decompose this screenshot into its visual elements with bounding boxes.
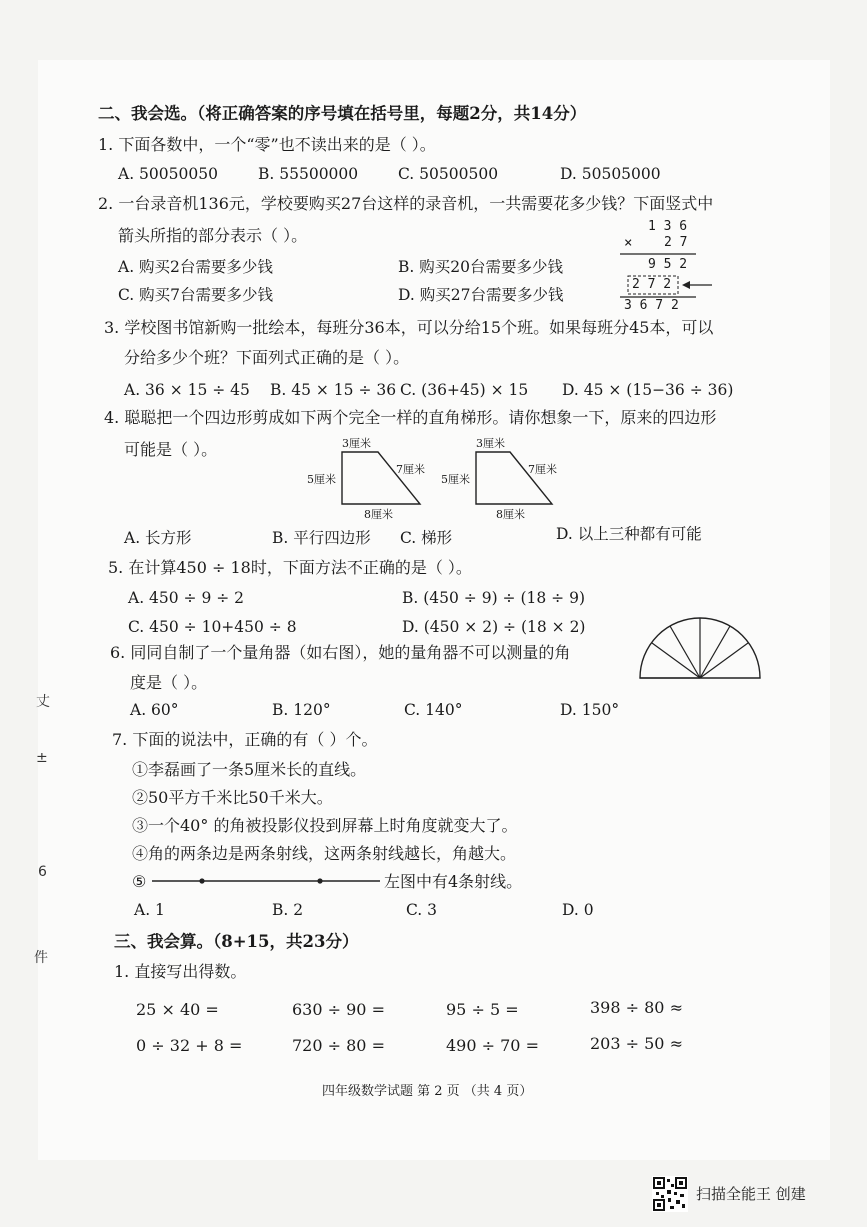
- q6-stem-line1: 6. 同同自制了一个量角器（如右图），她的量角器不可以测量的角: [110, 643, 571, 662]
- q7-option-d[interactable]: D. 0: [562, 901, 594, 919]
- q2-option-b[interactable]: B. 购买20台需要多少钱: [398, 258, 563, 276]
- q7-option-c[interactable]: C. 3: [406, 901, 438, 919]
- q5-option-a[interactable]: A. 450 ÷ 9 ÷ 2: [128, 589, 245, 607]
- q4-option-d[interactable]: D. 以上三种都有可能: [556, 525, 702, 543]
- q5-option-c[interactable]: C. 450 ÷ 10+450 ÷ 8: [128, 618, 297, 636]
- q3-option-c[interactable]: C. (36+45) × 15: [400, 381, 529, 399]
- calc-r1-c1: 25 × 40 =: [136, 1000, 219, 1019]
- q1-stem: 1. 下面各数中，一个“零”也不读出来的是（ ）。: [98, 135, 436, 154]
- q3-option-a[interactable]: A. 36 × 15 ÷ 45: [124, 381, 250, 399]
- q1-option-c[interactable]: C. 50500500: [398, 165, 499, 183]
- qr-code-icon: [652, 1176, 688, 1212]
- q7-statement-1: ①李磊画了一条5厘米长的直线。: [132, 760, 367, 779]
- q7-statement-3: ③一个40° 的角被投影仪投到屏幕上时角度就变大了。: [132, 816, 518, 835]
- edge-mark-1: 丈: [36, 694, 50, 710]
- q4-stem-line2: 可能是（ ）。: [124, 440, 218, 459]
- trap2-left-label: 5厘米: [441, 473, 470, 486]
- section2-title: 二、我会选。（将正确答案的序号填在括号里，每题2分，共14分）: [98, 104, 587, 123]
- trap2-slant-label: 7厘米: [528, 463, 557, 476]
- calc-r1-c4: 398 ÷ 80 ≈: [590, 998, 683, 1017]
- q6-stem-line2: 度是（ ）。: [130, 673, 208, 692]
- trap1-top-label: 3厘米: [342, 437, 371, 450]
- q5-option-b[interactable]: B. (450 ÷ 9) ÷ (18 ÷ 9): [402, 589, 585, 607]
- calc-times-sign: ×: [624, 235, 633, 251]
- q3-stem-line2: 分给多少个班？下面列式正确的是（ ）。: [124, 348, 410, 367]
- q1-option-d[interactable]: D. 50505000: [560, 165, 661, 183]
- q5-stem: 5. 在计算450 ÷ 18时，下面方法不正确的是（ ）。: [108, 558, 472, 577]
- q6-option-d[interactable]: D. 150°: [560, 701, 620, 719]
- calc-r1-c3: 95 ÷ 5 =: [446, 1000, 519, 1019]
- calc-line5: 3 6 7 2: [624, 298, 679, 313]
- q4-option-c[interactable]: C. 梯形: [400, 529, 453, 547]
- q3-option-d[interactable]: D. 45 × (15−36 ÷ 36): [562, 381, 734, 399]
- edge-mark-4: 件: [34, 950, 48, 966]
- calc-line1: 1 3 6: [648, 219, 688, 234]
- q4-option-b[interactable]: B. 平行四边形: [272, 529, 371, 547]
- q6-option-a[interactable]: A. 60°: [130, 701, 179, 719]
- scanner-watermark: 扫描全能王 创建: [696, 1185, 806, 1203]
- trap1-bottom-label: 8厘米: [364, 508, 393, 521]
- calc-line2: 2 7: [664, 235, 688, 250]
- q4-option-a[interactable]: A. 长方形: [124, 529, 192, 547]
- trap1-left-label: 5厘米: [307, 473, 336, 486]
- q2-option-c[interactable]: C. 购买7台需要多少钱: [118, 286, 274, 304]
- edge-mark-3: 6: [38, 864, 47, 880]
- q7-statement-2: ②50平方千米比50千米大。: [132, 788, 333, 807]
- q7-statement-5-suffix: 左图中有4条射线。: [384, 872, 523, 891]
- trap2-top-label: 3厘米: [476, 437, 505, 450]
- q3-stem-line1: 3. 学校图书馆新购一批绘本，每班分36本，可以分给15个班。如果每班分45本，可以: [104, 318, 714, 337]
- q2-option-a[interactable]: A. 购买2台需要多少钱: [118, 258, 273, 276]
- section3-sub1: 1. 直接写出得数。: [114, 962, 247, 981]
- q6-option-b[interactable]: B. 120°: [272, 701, 331, 719]
- q2-stem-line1: 2. 一台录音机136元，学校要购买27台这样的录音机，一共需要花多少钱？下面竖式中: [98, 194, 714, 213]
- q7-stem: 7. 下面的说法中，正确的有（ ）个。: [112, 730, 378, 749]
- q6-option-c[interactable]: C. 140°: [404, 701, 463, 719]
- trap2-bottom-label: 8厘米: [496, 508, 525, 521]
- edge-mark-2: ±: [36, 750, 48, 766]
- q5-option-d[interactable]: D. (450 × 2) ÷ (18 × 2): [402, 618, 586, 636]
- q7-statement-4: ④角的两条边是两条射线，这两条射线越长，角越大。: [132, 844, 517, 863]
- q2-stem-line2: 箭头所指的部分表示（ ）。: [118, 226, 308, 245]
- calc-line4: 2 7 2: [632, 277, 672, 292]
- q7-option-a[interactable]: A. 1: [134, 901, 165, 919]
- calc-line3: 9 5 2: [648, 257, 688, 272]
- q7-option-b[interactable]: B. 2: [272, 901, 304, 919]
- q1-option-a[interactable]: A. 50050050: [118, 165, 218, 183]
- q3-option-b[interactable]: B. 45 × 15 ÷ 36: [270, 381, 397, 399]
- section3-title: 三、我会算。（8+15，共23分）: [114, 932, 359, 951]
- calc-r1-c2: 630 ÷ 90 =: [292, 1000, 385, 1019]
- page-footer: 四年级数学试题 第 2 页 （共 4 页）: [322, 1084, 533, 1099]
- q4-stem-line1: 4. 聪聪把一个四边形剪成如下两个完全一样的直角梯形。请你想象一下，原来的四边形: [104, 408, 717, 427]
- trap1-slant-label: 7厘米: [396, 463, 425, 476]
- q2-option-d[interactable]: D. 购买27台需要多少钱: [398, 286, 564, 304]
- calc-r2-c3: 490 ÷ 70 =: [446, 1036, 539, 1055]
- q1-option-b[interactable]: B. 55500000: [258, 165, 359, 183]
- calc-r2-c2: 720 ÷ 80 =: [292, 1036, 385, 1055]
- calc-r2-c1: 0 ÷ 32 + 8 =: [136, 1036, 243, 1055]
- q7-statement-5-prefix: ⑤: [132, 872, 147, 891]
- calc-r2-c4: 203 ÷ 50 ≈: [590, 1034, 683, 1053]
